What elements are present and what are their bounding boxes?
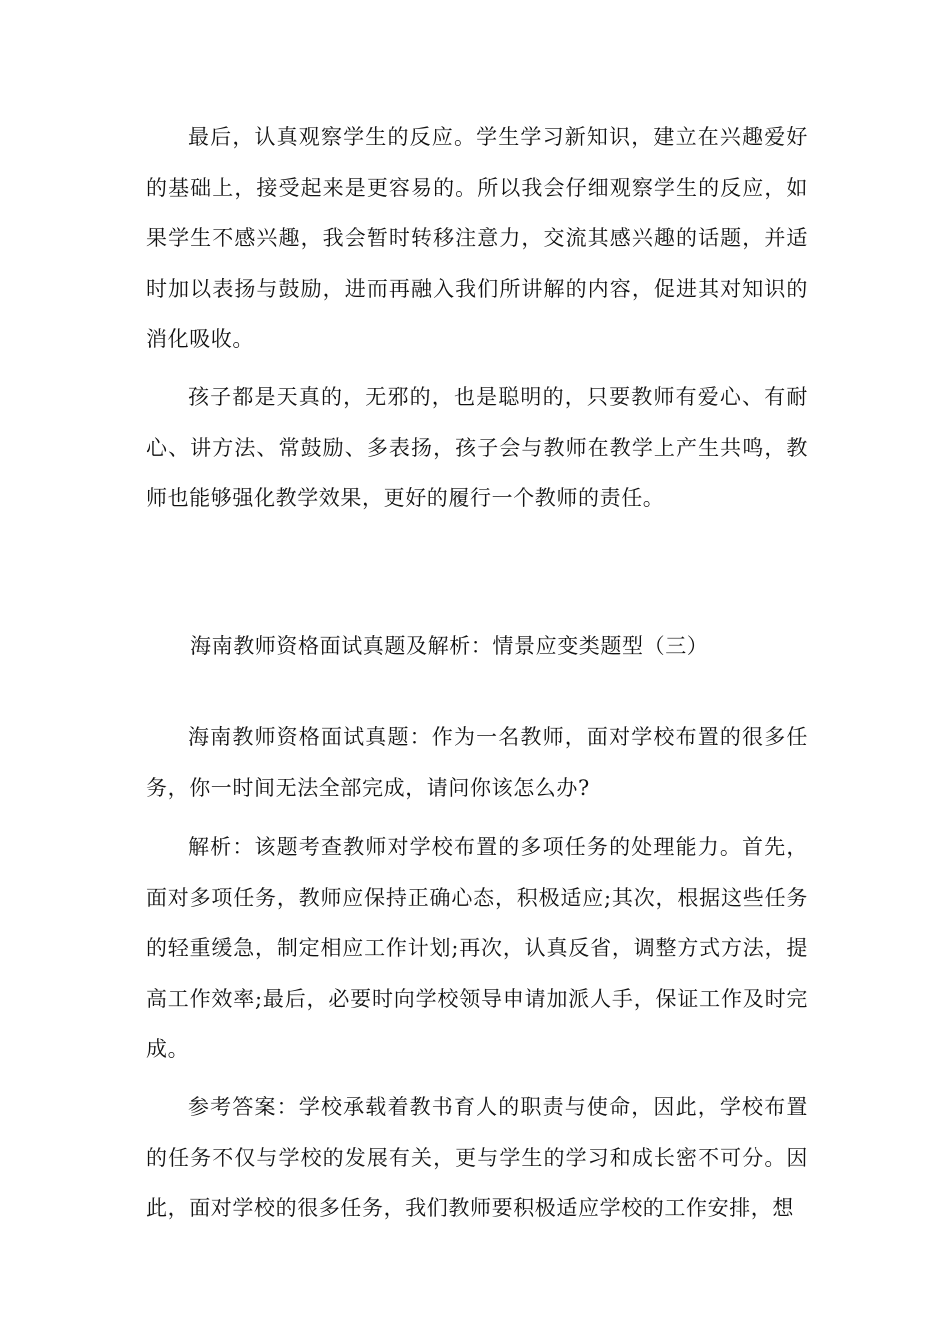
paragraph-children-innocent: 孩子都是天真的，无邪的，也是聪明的，只要教师有爱心、有耐心、讲方法、常鼓励、多表扬，孩子会与教师在教学上产生共鸣，教师也能够强化教学效果，更好的履行一个教师的责任。 [146, 385, 808, 510]
paragraph-reference-answer: 参考答案：学校承载着教书育人的职责与使命，因此，学校布置的任务不仅与学校的发展有关，更与学生的学习和成长密不可分。因此，面对学校的很多任务，我们教师要积极适应学校的工作安排，想 [146, 1095, 808, 1220]
section-heading: 海南教师资格面试真题及解析：情景应变类题型（三） [190, 634, 709, 658]
paragraph-analysis: 解析：该题考查教师对学校布置的多项任务的处理能力。首先，面对多项任务，教师应保持正确心态，积极适应;其次，根据这些任务的轻重缓急，制定相应工作计划;再次，认真反省，调整方式方法，提高工作效率;最后，必要时向学校领导申请加派人手，保证工作及时完成。 [146, 835, 808, 1061]
paragraph-interview-question: 海南教师资格面试真题：作为一名教师，面对学校布置的很多任务，你一时间无法全部完成，请问你该怎么办? [146, 725, 808, 800]
paragraph-observe-students: 最后，认真观察学生的反应。学生学习新知识，建立在兴趣爱好的基础上，接受起来是更容易的。所以我会仔细观察学生的反应，如果学生不感兴趣，我会暂时转移注意力，交流其感兴趣的话题，并适时加以表扬与鼓励，进而再融入我们所讲解的内容，促进其对知识的消化吸收。 [146, 125, 808, 351]
